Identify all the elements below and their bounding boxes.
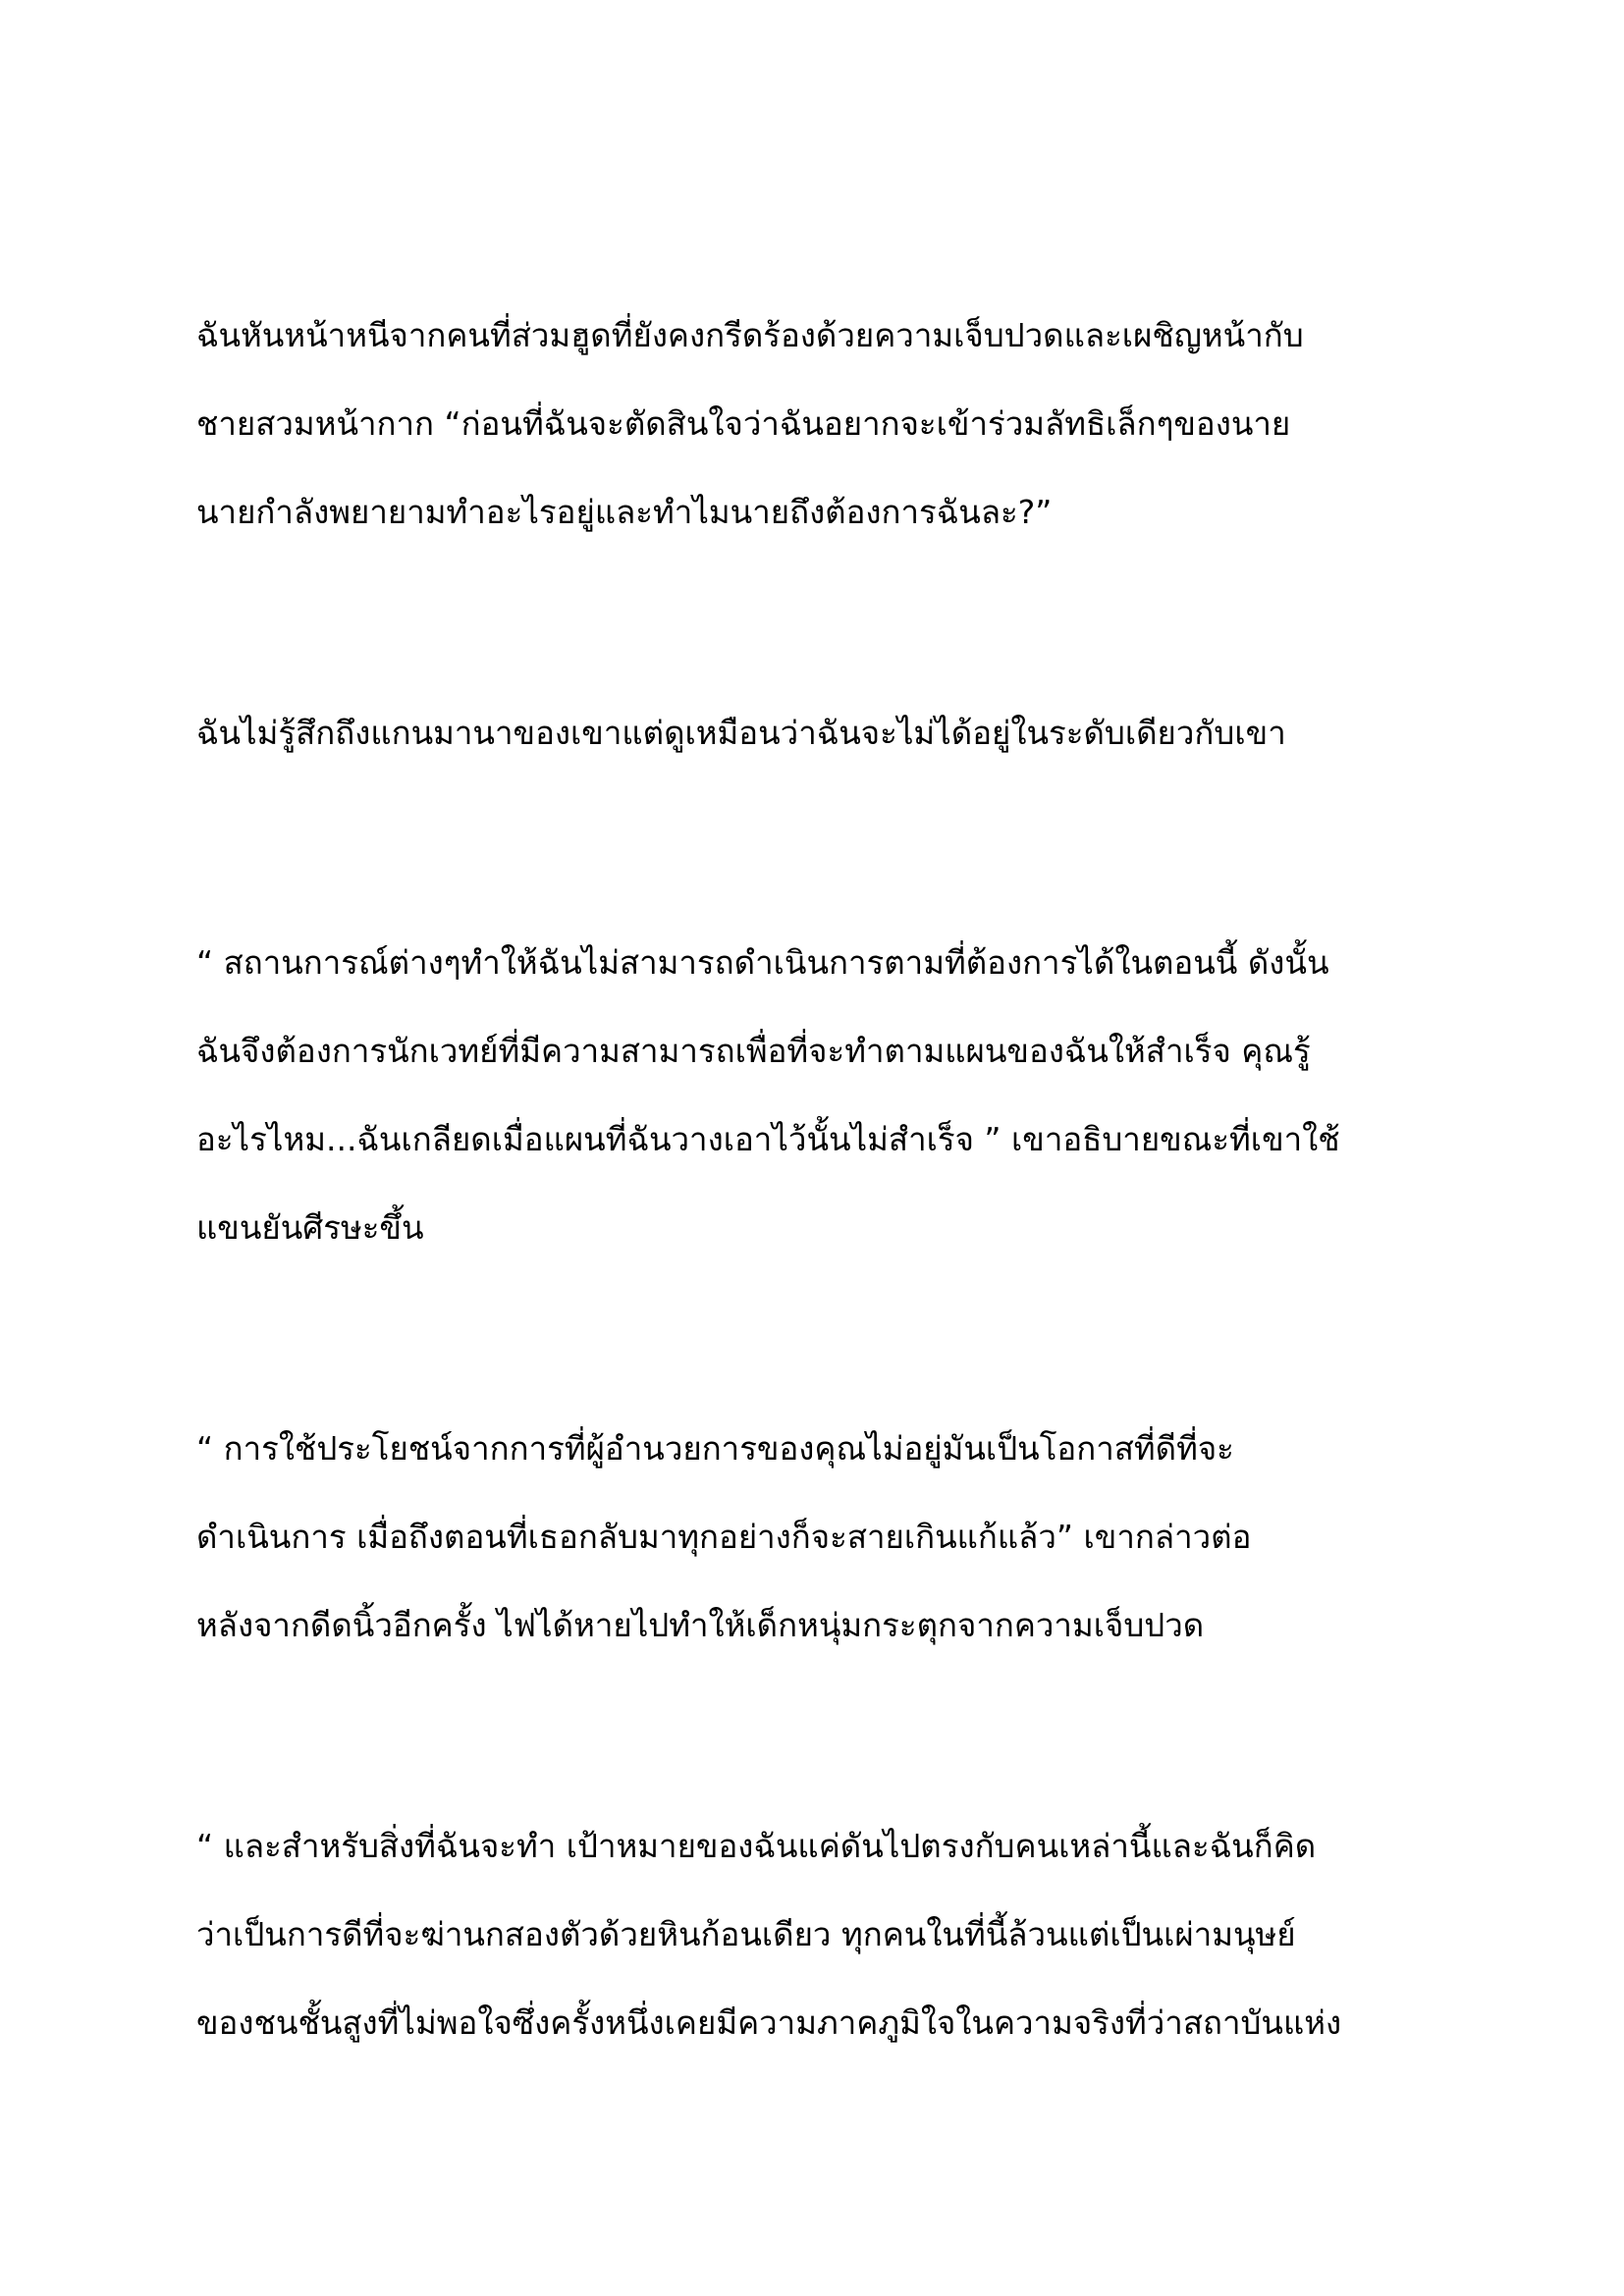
paragraph-line: ว่าเป็นการดีที่จะฆ่านกสองตัวด้วยหินก้อนเดียว ทุกคนในที่นี้ล้วนแต่เป็นเผ่ามนุษย์	[196, 1915, 1296, 1953]
paragraph-line: ฉันจึงต้องการนักเวทย์ที่มีความสามารถเพื่อที่จะทำตามแผนของฉันให้สำเร็จ คุณรู้	[196, 1032, 1311, 1070]
paragraph-line: อะไรไหม...ฉันเกลียดเมื่อแผนที่ฉันวางเอาไว้นั้นไม่สำเร็จ ” เขาอธิบายขณะที่เขาใช้	[196, 1120, 1340, 1158]
paragraph-2	[196, 689, 1453, 777]
paragraph-line: “ สถานการณ์ต่างๆทำให้ฉันไม่สามารถดำเนินการตามที่ต้องการได้ในตอนนี้ ดังนั้น	[196, 943, 1329, 982]
paragraph-3	[196, 919, 1453, 1272]
paragraph-line: นายกำลังพยายามทำอะไรอยู่และทำไมนายถึงต้องการฉันละ?”	[196, 493, 1053, 531]
paragraph-1	[196, 292, 1453, 557]
paragraph-line: หลังจากดีดนิ้วอีกครั้ง ไฟได้หายไปทำให้เด็กหนุ่มกระตุกจากความเจ็บปวด	[196, 1606, 1205, 1644]
paragraph-line: แขนยันศีรษะขึ้น	[196, 1208, 424, 1247]
paragraph-line: ของชนชั้นสูงที่ไม่พอใจซึ่งครั้งหนึ่งเคยมีความภาคภูมิใจในความจริงที่ว่าสถาบันแห่ง	[196, 2003, 1342, 2042]
paragraph-line: ฉันไม่รู้สึกถึงแกนมานาของเขาแต่ดูเหมือนว่าฉันจะไม่ได้อยู่ในระดับเดียวกับเขา	[196, 714, 1286, 752]
paragraph-5	[196, 1802, 1453, 2067]
paragraph-line: ฉันหันหน้าหนีจากคนที่ส่วมฮูดที่ยังคงกรีดร้องด้วยความเจ็บปวดและเผชิญหน้ากับ	[196, 316, 1304, 354]
paragraph-line: “ การใช้ประโยชน์จากการที่ผู้อำนวยการของคุณไม่อยู่มันเป็นโอกาสที่ดีที่จะ	[196, 1429, 1234, 1468]
paragraph-line: “ และสำหรับสิ่งที่ฉันจะทำ เป้าหมายของฉันแค่ดันไปตรงกับคนเหล่านี้และฉันก็คิด	[196, 1827, 1317, 1865]
paragraph-line: ชายสวมหน้ากาก “ก่อนที่ฉันจะตัดสินใจว่าฉันอยากจะเข้าร่วมลัทธิเล็กๆของนาย	[196, 404, 1291, 443]
paragraph-line: ดำเนินการ เมื่อถึงตอนที่เธอกลับมาทุกอย่างก็จะสายเกินแก้แล้ว” เขากล่าวต่อ	[196, 1518, 1252, 1556]
paragraph-4	[196, 1405, 1453, 1670]
